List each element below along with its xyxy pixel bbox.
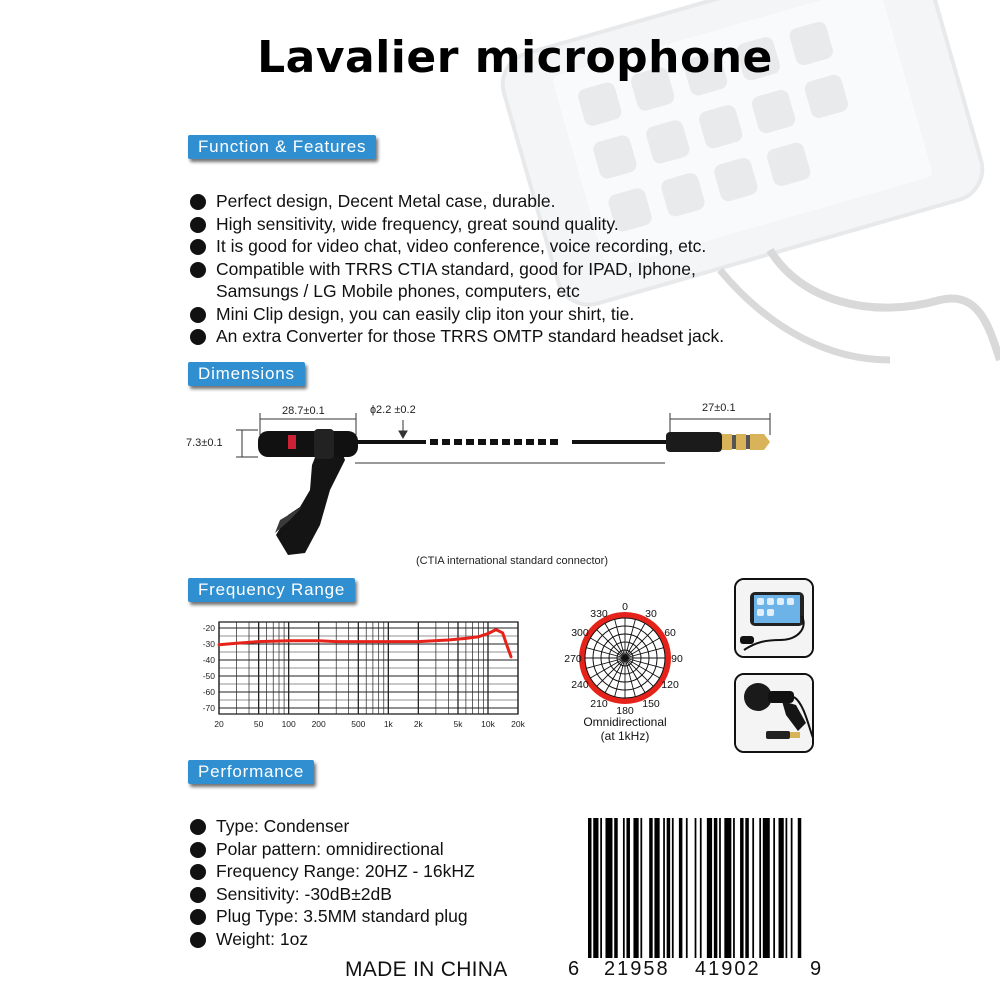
- frequency-response-chart: [185, 618, 530, 738]
- polar-angle-label: 270: [564, 653, 582, 665]
- barcode-bar: [759, 818, 761, 958]
- spec-item: Weight: 1oz: [190, 928, 570, 951]
- barcode-bar: [733, 818, 735, 958]
- x-tick-label: 100: [281, 719, 296, 729]
- spec-item: Plug Type: 3.5MM standard plug: [190, 905, 570, 928]
- barcode-bar: [623, 818, 625, 958]
- x-tick-label: 2k: [413, 719, 423, 729]
- mic-clip-photo: [734, 673, 814, 753]
- bullet-icon: [190, 842, 206, 858]
- barcode-bar: [752, 818, 754, 958]
- y-tick-label: -70: [202, 703, 215, 713]
- polar-caption-line1: Omnidirectional: [583, 715, 667, 729]
- spec-item: Sensitivity: -30dB±2dB: [190, 883, 570, 906]
- polar-angle-label: 90: [671, 653, 683, 665]
- bullet-icon: [190, 819, 206, 835]
- barcode-group-2: 41902: [695, 958, 761, 980]
- page-title: Lavalier microphone: [257, 32, 773, 83]
- bullet-icon: [190, 932, 206, 948]
- bullet-icon: [190, 217, 206, 233]
- x-tick-label: 20: [214, 719, 224, 729]
- features-list: [190, 190, 810, 348]
- x-tick-label: 10k: [481, 719, 495, 729]
- connector-note: (CTIA international standard connector): [416, 555, 608, 567]
- length-label: 28.7±0.1: [282, 405, 325, 417]
- barcode-bar: [745, 818, 749, 958]
- polar-angle-label: 210: [590, 698, 608, 711]
- barcode-bar: [654, 818, 659, 958]
- feature-item: It is good for video chat, video conference, voice recording, etc.: [190, 235, 810, 258]
- mic-with-windscreen-picture: [736, 675, 814, 753]
- barcode-icon: [588, 818, 803, 958]
- spec-item: Frequency Range: 20HZ - 16kHZ: [190, 860, 570, 883]
- barcode-bar: [773, 818, 775, 958]
- polar-angle-label: 30: [645, 607, 657, 620]
- y-tick-label: -30: [202, 639, 215, 649]
- barcode-bar: [740, 818, 744, 958]
- barcode-group-1: 21958: [604, 958, 670, 980]
- dimensions-diagram: [180, 395, 800, 575]
- polar-angle-label: 60: [664, 627, 676, 639]
- phone-usage-photo: [734, 578, 814, 658]
- barcode-bar: [791, 818, 793, 958]
- polar-caption-line2: (at 1kHz): [600, 729, 650, 743]
- spec-item: Polar pattern: omnidirectional: [190, 838, 570, 861]
- x-tick-label: 1k: [383, 719, 393, 729]
- polar-angle-label: 180: [616, 705, 634, 715]
- dimensions-section-tag: Dimensions: [188, 362, 305, 386]
- polar-angle-label: 0: [622, 601, 628, 613]
- bullet-icon: [190, 329, 206, 345]
- barcode-bar: [663, 818, 665, 958]
- bullet-icon: [190, 239, 206, 255]
- feature-item: Perfect design, Decent Metal case, durable.: [190, 190, 810, 213]
- x-tick-label: 20k: [511, 719, 525, 729]
- polar-angle-label: 300: [571, 627, 589, 639]
- barcode-bar: [614, 818, 618, 958]
- feature-item: An extra Converter for those TRRS OMTP standard headset jack.: [190, 325, 810, 348]
- barcode-bar: [640, 818, 642, 958]
- barcode-bar: [695, 818, 697, 958]
- bullet-icon: [190, 194, 206, 210]
- x-tick-label: 5k: [453, 719, 463, 729]
- features-section-tag: Function & Features: [188, 135, 376, 159]
- barcode-bar: [707, 818, 712, 958]
- barcode-bar: [593, 818, 598, 958]
- feature-item: Compatible with TRRS CTIA standard, good for IPAD, Iphone, Samsungs / LG Mobile phones, computers, etc: [190, 258, 810, 303]
- performance-list: [190, 815, 570, 950]
- frequency-chart-svg: [185, 618, 530, 738]
- frequency-section-tag: Frequency Range: [188, 578, 355, 602]
- x-tick-label: 200: [311, 719, 326, 729]
- x-tick-label: 500: [351, 719, 366, 729]
- bullet-icon: [190, 307, 206, 323]
- barcode-bar: [714, 818, 718, 958]
- barcode-bar: [786, 818, 788, 958]
- polar-caption: [560, 715, 690, 743]
- barcode-bar: [686, 818, 688, 958]
- head-diameter-label: 7.3±0.1: [186, 437, 223, 449]
- cable-diameter-label: ɸ2.2 ±0.2: [370, 404, 416, 416]
- polar-angle-label: 330: [590, 607, 608, 620]
- feature-item: High sensitivity, wide frequency, great sound quality.: [190, 213, 810, 236]
- barcode-bar: [779, 818, 784, 958]
- polar-angle-label: 120: [661, 679, 679, 691]
- polar-diagram-svg: [560, 600, 690, 715]
- barcode-bar: [798, 818, 802, 958]
- bullet-icon: [190, 864, 206, 880]
- barcode-bar: [633, 818, 638, 958]
- polar-angle-label: 240: [571, 679, 589, 691]
- barcode-bar: [763, 818, 770, 958]
- performance-section-tag: Performance: [188, 760, 314, 784]
- barcode-bar: [626, 818, 630, 958]
- phone-with-mic-picture: [736, 580, 814, 658]
- y-tick-label: -60: [202, 687, 215, 697]
- barcode-bar: [719, 818, 721, 958]
- barcode-bar: [679, 818, 683, 958]
- bullet-icon: [190, 909, 206, 925]
- barcode-bar: [700, 818, 702, 958]
- barcode-bar: [588, 818, 592, 958]
- barcode-bar: [672, 818, 674, 958]
- barcode-check-digit: 9: [810, 958, 822, 980]
- plug-length-label: 27±0.1: [702, 402, 736, 414]
- x-tick-label: 50: [253, 719, 264, 729]
- microphone-dimension-drawing: [180, 395, 800, 575]
- barcode-bar: [667, 818, 671, 958]
- y-tick-label: -40: [202, 655, 215, 665]
- feature-item-continuation: Samsungs / LG Mobile phones, computers, etc: [216, 281, 580, 301]
- polar-angle-label: 150: [642, 698, 660, 711]
- y-tick-label: -50: [202, 671, 215, 681]
- spec-item: Type: Condenser: [190, 815, 570, 838]
- y-tick-label: -20: [202, 623, 215, 633]
- feature-item: Mini Clip design, you can easily clip iton your shirt, tie.: [190, 303, 810, 326]
- barcode-bar: [605, 818, 612, 958]
- bullet-icon: [190, 887, 206, 903]
- barcode-lead-digit: 6: [568, 958, 580, 980]
- made-in-label: MADE IN CHINA: [345, 958, 508, 981]
- bullet-icon: [190, 262, 206, 278]
- barcode-bar: [724, 818, 731, 958]
- barcode-bar: [649, 818, 653, 958]
- barcode-bar: [600, 818, 602, 958]
